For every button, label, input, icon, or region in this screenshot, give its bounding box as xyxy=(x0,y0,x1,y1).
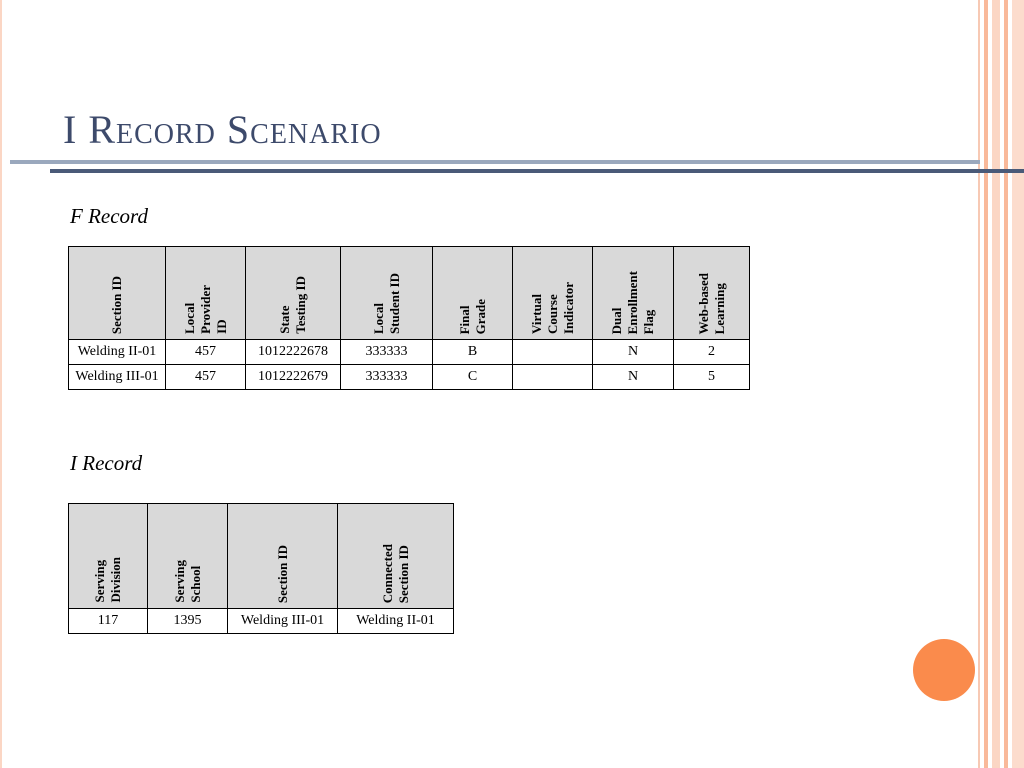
table-cell: N xyxy=(593,340,674,365)
column-header: Connected Section ID xyxy=(338,504,454,609)
title-underline-dark xyxy=(50,169,1024,173)
f-record-label: F Record xyxy=(70,204,148,228)
table-cell: C xyxy=(433,365,513,390)
table-cell: Welding III-01 xyxy=(69,365,166,390)
table-cell: 1012222679 xyxy=(246,365,341,390)
decor-stripe xyxy=(984,0,988,768)
slide-title: I Record Scenario xyxy=(63,107,382,152)
i-record-label: I Record xyxy=(70,451,143,475)
i-record-table xyxy=(68,503,454,634)
column-header: State Testing ID xyxy=(246,247,341,340)
decor-stripe xyxy=(978,0,980,768)
column-header: Local Student ID xyxy=(341,247,433,340)
table-cell: 333333 xyxy=(341,365,433,390)
table-cell: Welding II-01 xyxy=(69,340,166,365)
table-cell: N xyxy=(593,365,674,390)
decor-stripe xyxy=(1004,0,1008,768)
decor-stripe xyxy=(1012,0,1024,768)
table-header-row xyxy=(69,504,454,609)
left-edge-line xyxy=(0,0,2,768)
table-cell: 5 xyxy=(674,365,750,390)
column-header: Serving Division xyxy=(69,504,148,609)
decor-stripe xyxy=(992,0,1000,768)
table-cell: 2 xyxy=(674,340,750,365)
table-row xyxy=(69,365,750,390)
column-header: Dual Enrollment Flag xyxy=(593,247,674,340)
column-header: Serving School xyxy=(148,504,228,609)
table-row xyxy=(69,609,454,634)
column-header: Section ID xyxy=(69,247,166,340)
column-header: Section ID xyxy=(228,504,338,609)
column-header: Final Grade xyxy=(433,247,513,340)
table-header-row xyxy=(69,247,750,340)
table-cell: 457 xyxy=(166,340,246,365)
table-row xyxy=(69,340,750,365)
column-header: Virtual Course Indicator xyxy=(513,247,593,340)
table-cell: Welding III-01 xyxy=(228,609,338,634)
column-header: Local Provider ID xyxy=(166,247,246,340)
table-cell xyxy=(513,365,593,390)
table-cell xyxy=(513,340,593,365)
column-header: Web-based Learning xyxy=(674,247,750,340)
table-cell: B xyxy=(433,340,513,365)
table-cell: Welding II-01 xyxy=(338,609,454,634)
f-record-table xyxy=(68,246,750,390)
table-cell: 1395 xyxy=(148,609,228,634)
table-cell: 117 xyxy=(69,609,148,634)
table-cell: 333333 xyxy=(341,340,433,365)
table-cell: 457 xyxy=(166,365,246,390)
table-cell: 1012222678 xyxy=(246,340,341,365)
title-underline-light xyxy=(10,160,980,164)
decorative-orange-circle xyxy=(913,639,975,701)
